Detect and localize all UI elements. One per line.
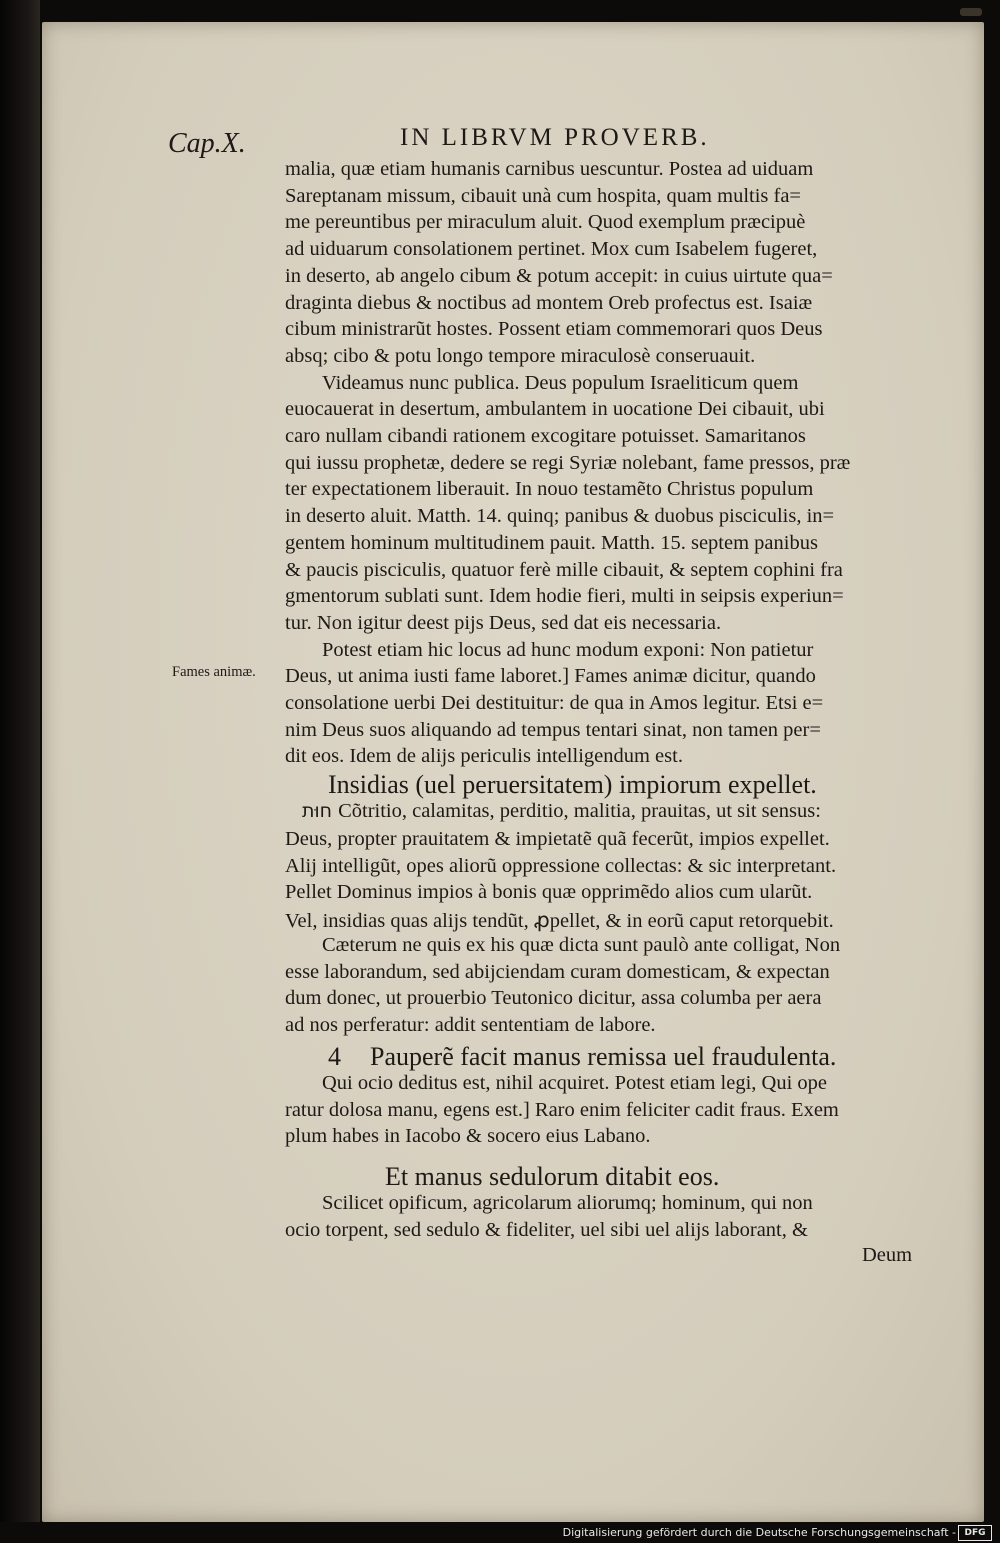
catchword: Deum (862, 1244, 913, 1266)
hebrew-line (302, 800, 821, 823)
text-line: euocauerat in desertum, ambulantem in uocatione Dei cibauit, ubi (285, 398, 825, 421)
text-line: Vel, insidias quas alijs tendũt, ꝓpellet, & in eorũ caput retorquebit. (285, 909, 834, 932)
scan-edge (0, 0, 40, 1543)
text-line: plum habes in Iacobo & socero eius Labano. (285, 1125, 651, 1147)
text-line: ratur dolosa manu, egens est.] Raro enim feliciter cadit fraus. Exem (285, 1098, 839, 1121)
text-line: esse laborandum, sed abijciendam curam domesticam, & expectan (285, 960, 830, 983)
heading-insidias: Insidias (uel peruersitatem) impiorum expellet. (328, 770, 817, 799)
text-line: tur. Non igitur deest pijs Deus, sed dat eis necessaria. (285, 611, 722, 634)
text-line: gmentorum sublati sunt. Idem hodie fieri, multi in seipsis experiun= (285, 585, 844, 608)
text-line: ad nos perferatur: addit sententiam de labore. (285, 1013, 656, 1036)
text-line: ocio torpent, sed sedulo & fideliter, uel sibi uel alijs laborant, & (285, 1218, 808, 1241)
text-line: dum donec, ut prouerbio Teutonico dicitur, assa columba per aera (285, 987, 822, 1009)
text-line: & paucis pisciculis, quatuor ferè mille cibauit, & septem cophini fra (285, 558, 843, 581)
text-line: absq; cibo & potu longo tempore miraculosè conseruauit. (285, 344, 756, 367)
text-line: draginta diebus & noctibus ad montem Oreb profectus est. Isaiæ (285, 291, 813, 314)
heading-pauperem: Pauperẽ facit manus remissa uel fraudulenta. (370, 1042, 837, 1071)
text-line: in deserto, ab angelo cibum & potum accepit: in cuius uirtute qua= (285, 264, 833, 287)
footer-credit: Digitalisierung gefördert durch die Deutsche Forschungsgemeinschaft - (562, 1526, 956, 1539)
text-line: nim Deus suos aliquando ad tempus tentari sinat, non tamen per= (285, 718, 821, 741)
dfg-logo: DFG (958, 1525, 992, 1541)
text-line: in deserto aluit. Matth. 14. quinq; panibus & duobus pisciculis, in= (285, 505, 835, 528)
text-line: gentem hominum multitudinem pauit. Matth. 15. septem panibus (285, 531, 818, 554)
text-line: dit eos. Idem de alijs periculis intelligendum est. (285, 745, 683, 768)
text-line: ad uiduarum consolationem pertinet. Mox cum Isabelem fugeret, (285, 238, 818, 261)
text-line: me pereuntibus per miraculum aluit. Quod exemplum præcipuè (285, 211, 806, 234)
text-line: Deus, ut anima iusti fame laboret.] Fames animæ dicitur, quando (285, 665, 816, 688)
text-line: consolatione uerbi Dei destituitur: de qua in Amos legitur. Etsi e= (285, 692, 824, 714)
margin-note: Fames animæ. (172, 664, 256, 680)
text-line: Sareptanam missum, cibauit unà cum hospita, quam multis fa= (285, 184, 801, 207)
scan-corner-mark (960, 8, 982, 16)
text-line: caro nullam cibandi rationem excogitare potuisset. Samaritanos (285, 425, 806, 447)
text-line: Potest etiam hic locus ad hunc modum exponi: Non patietur (322, 638, 814, 661)
chapter-header: Cap.X. (168, 128, 246, 159)
text-line: Scilicet opificum, agricolarum aliorumq; hominum, qui non (322, 1192, 813, 1214)
text-line: Alij intelligũt, opes aliorũ oppressione collectas: & sic interpretant. (285, 854, 837, 877)
running-title: IN LIBRVM PROVERB. (400, 124, 710, 151)
text-line: malia, quæ etiam humanis carnibus uescuntur. Postea ad uiduam (285, 158, 814, 180)
text-line: Cæterum ne quis ex his quæ dicta sunt paulò ante colligat, Non (322, 934, 841, 956)
text-line: Qui ocio deditus est, nihil acquiret. Potest etiam legi, Qui ope (322, 1072, 828, 1094)
text-line: Pellet Dominus impios à bonis quæ opprimẽdo alios cum ularũt. (285, 881, 813, 903)
text-line: Videamus nunc publica. Deus populum Israeliticum quem (322, 371, 799, 394)
text-line: Deus, propter prauitatem & impietatẽ quã fecerũt, impios expellet. (285, 828, 830, 850)
text-line: qui iussu prophetæ, dedere se regi Syriæ nolebant, fame pressos, præ (285, 451, 851, 474)
hebrew-word: חוּת (302, 800, 333, 822)
text-line: ter expectationem liberauit. In nouo testamẽto Christus populum (285, 478, 814, 501)
heading-et-manus: Et manus sedulorum ditabit eos. (385, 1162, 720, 1191)
text-line: cibum ministrarũt hostes. Possent etiam commemorari quos Deus (285, 318, 823, 341)
hebrew-line-text: Cõtritio, calamitas, perditio, malitia, prauitas, ut sit sensus: (338, 800, 821, 822)
heading-number: 4 (328, 1042, 341, 1071)
